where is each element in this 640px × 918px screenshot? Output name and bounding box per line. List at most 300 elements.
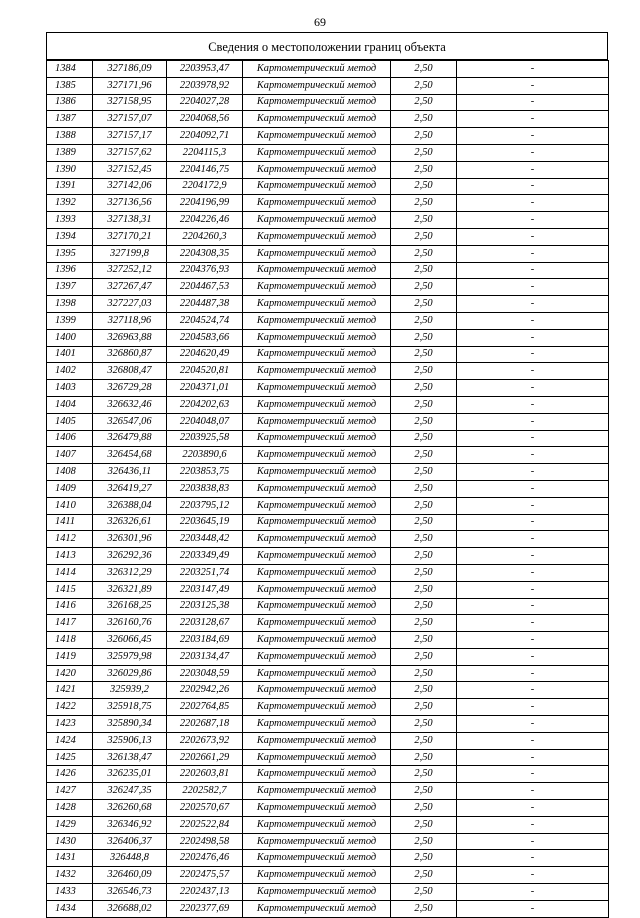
method-cell: Картометрический метод bbox=[243, 111, 391, 128]
x-coordinate-cell: 326138,47 bbox=[93, 749, 167, 766]
table-row bbox=[47, 867, 609, 884]
description-cell: - bbox=[457, 632, 609, 649]
table-row bbox=[47, 615, 609, 632]
x-coordinate-cell: 326260,68 bbox=[93, 800, 167, 817]
y-coordinate-cell: 2204308,35 bbox=[167, 245, 243, 262]
table-row bbox=[47, 245, 609, 262]
description-cell: - bbox=[457, 77, 609, 94]
table-row bbox=[47, 749, 609, 766]
method-cell: Картометрический метод bbox=[243, 262, 391, 279]
accuracy-cell: 2,50 bbox=[391, 329, 457, 346]
method-cell: Картометрический метод bbox=[243, 144, 391, 161]
accuracy-cell: 2,50 bbox=[391, 900, 457, 917]
y-coordinate-cell: 2203953,47 bbox=[167, 61, 243, 78]
y-coordinate-cell: 2202475,57 bbox=[167, 867, 243, 884]
method-cell: Картометрический метод bbox=[243, 867, 391, 884]
y-coordinate-cell: 2203838,83 bbox=[167, 480, 243, 497]
point-number-cell: 1427 bbox=[47, 783, 93, 800]
point-number-cell: 1400 bbox=[47, 329, 93, 346]
description-cell: - bbox=[457, 94, 609, 111]
description-cell: - bbox=[457, 396, 609, 413]
y-coordinate-cell: 2202522,84 bbox=[167, 816, 243, 833]
method-cell: Картометрический метод bbox=[243, 380, 391, 397]
description-cell: - bbox=[457, 615, 609, 632]
x-coordinate-cell: 326808,47 bbox=[93, 363, 167, 380]
point-number-cell: 1387 bbox=[47, 111, 93, 128]
y-coordinate-cell: 2203251,74 bbox=[167, 564, 243, 581]
method-cell: Картометрический метод bbox=[243, 632, 391, 649]
y-coordinate-cell: 2204467,53 bbox=[167, 279, 243, 296]
accuracy-cell: 2,50 bbox=[391, 598, 457, 615]
accuracy-cell: 2,50 bbox=[391, 632, 457, 649]
table-row bbox=[47, 380, 609, 397]
table-row bbox=[47, 296, 609, 313]
method-cell: Картометрический метод bbox=[243, 615, 391, 632]
method-cell: Картометрический метод bbox=[243, 598, 391, 615]
x-coordinate-cell: 326860,87 bbox=[93, 346, 167, 363]
method-cell: Картометрический метод bbox=[243, 77, 391, 94]
accuracy-cell: 2,50 bbox=[391, 61, 457, 78]
accuracy-cell: 2,50 bbox=[391, 732, 457, 749]
accuracy-cell: 2,50 bbox=[391, 699, 457, 716]
table-row bbox=[47, 363, 609, 380]
y-coordinate-cell: 2203048,59 bbox=[167, 665, 243, 682]
x-coordinate-cell: 327142,06 bbox=[93, 178, 167, 195]
point-number-cell: 1432 bbox=[47, 867, 93, 884]
point-number-cell: 1426 bbox=[47, 766, 93, 783]
y-coordinate-cell: 2202476,46 bbox=[167, 850, 243, 867]
y-coordinate-cell: 2202377,69 bbox=[167, 900, 243, 917]
x-coordinate-cell: 326419,27 bbox=[93, 480, 167, 497]
description-cell: - bbox=[457, 564, 609, 581]
point-number-cell: 1397 bbox=[47, 279, 93, 296]
point-number-cell: 1392 bbox=[47, 195, 93, 212]
point-number-cell: 1395 bbox=[47, 245, 93, 262]
table-row bbox=[47, 464, 609, 481]
y-coordinate-cell: 2202603,81 bbox=[167, 766, 243, 783]
method-cell: Картометрический метод bbox=[243, 245, 391, 262]
x-coordinate-cell: 326454,68 bbox=[93, 447, 167, 464]
accuracy-cell: 2,50 bbox=[391, 363, 457, 380]
table-row bbox=[47, 716, 609, 733]
table-row bbox=[47, 77, 609, 94]
x-coordinate-cell: 326321,89 bbox=[93, 581, 167, 598]
point-number-cell: 1430 bbox=[47, 833, 93, 850]
point-number-cell: 1411 bbox=[47, 514, 93, 531]
method-cell: Картометрический метод bbox=[243, 61, 391, 78]
table-row bbox=[47, 346, 609, 363]
y-coordinate-cell: 2202570,67 bbox=[167, 800, 243, 817]
description-cell: - bbox=[457, 648, 609, 665]
description-cell: - bbox=[457, 262, 609, 279]
point-number-cell: 1416 bbox=[47, 598, 93, 615]
description-cell: - bbox=[457, 161, 609, 178]
y-coordinate-cell: 2203134,47 bbox=[167, 648, 243, 665]
x-coordinate-cell: 327267,47 bbox=[93, 279, 167, 296]
table-row bbox=[47, 766, 609, 783]
point-number-cell: 1423 bbox=[47, 716, 93, 733]
table-row bbox=[47, 884, 609, 901]
x-coordinate-cell: 325979,98 bbox=[93, 648, 167, 665]
accuracy-cell: 2,50 bbox=[391, 850, 457, 867]
y-coordinate-cell: 2204376,93 bbox=[167, 262, 243, 279]
point-number-cell: 1415 bbox=[47, 581, 93, 598]
description-cell: - bbox=[457, 430, 609, 447]
description-cell: - bbox=[457, 833, 609, 850]
table-row bbox=[47, 598, 609, 615]
x-coordinate-cell: 325890,34 bbox=[93, 716, 167, 733]
table-row bbox=[47, 212, 609, 229]
x-coordinate-cell: 326460,09 bbox=[93, 867, 167, 884]
method-cell: Картометрический метод bbox=[243, 228, 391, 245]
point-number-cell: 1429 bbox=[47, 816, 93, 833]
y-coordinate-cell: 2203890,6 bbox=[167, 447, 243, 464]
y-coordinate-cell: 2204487,38 bbox=[167, 296, 243, 313]
accuracy-cell: 2,50 bbox=[391, 77, 457, 94]
table-row bbox=[47, 144, 609, 161]
x-coordinate-cell: 326436,11 bbox=[93, 464, 167, 481]
description-cell: - bbox=[457, 514, 609, 531]
point-number-cell: 1384 bbox=[47, 61, 93, 78]
accuracy-cell: 2,50 bbox=[391, 245, 457, 262]
description-cell: - bbox=[457, 548, 609, 565]
method-cell: Картометрический метод bbox=[243, 480, 391, 497]
x-coordinate-cell: 325918,75 bbox=[93, 699, 167, 716]
x-coordinate-cell: 326168,25 bbox=[93, 598, 167, 615]
description-cell: - bbox=[457, 581, 609, 598]
method-cell: Картометрический метод bbox=[243, 783, 391, 800]
accuracy-cell: 2,50 bbox=[391, 262, 457, 279]
description-cell: - bbox=[457, 447, 609, 464]
method-cell: Картометрический метод bbox=[243, 850, 391, 867]
method-cell: Картометрический метод bbox=[243, 531, 391, 548]
method-cell: Картометрический метод bbox=[243, 699, 391, 716]
y-coordinate-cell: 2202942,26 bbox=[167, 682, 243, 699]
point-number-cell: 1420 bbox=[47, 665, 93, 682]
point-number-cell: 1433 bbox=[47, 884, 93, 901]
point-number-cell: 1431 bbox=[47, 850, 93, 867]
accuracy-cell: 2,50 bbox=[391, 548, 457, 565]
description-cell: - bbox=[457, 296, 609, 313]
method-cell: Картометрический метод bbox=[243, 94, 391, 111]
y-coordinate-cell: 2203125,38 bbox=[167, 598, 243, 615]
method-cell: Картометрический метод bbox=[243, 212, 391, 229]
table-row bbox=[47, 833, 609, 850]
x-coordinate-cell: 327157,07 bbox=[93, 111, 167, 128]
accuracy-cell: 2,50 bbox=[391, 766, 457, 783]
x-coordinate-cell: 326326,61 bbox=[93, 514, 167, 531]
description-cell: - bbox=[457, 766, 609, 783]
y-coordinate-cell: 2202661,29 bbox=[167, 749, 243, 766]
description-cell: - bbox=[457, 850, 609, 867]
y-coordinate-cell: 2204068,56 bbox=[167, 111, 243, 128]
description-cell: - bbox=[457, 682, 609, 699]
method-cell: Картометрический метод bbox=[243, 816, 391, 833]
x-coordinate-cell: 326029,86 bbox=[93, 665, 167, 682]
description-cell: - bbox=[457, 312, 609, 329]
accuracy-cell: 2,50 bbox=[391, 564, 457, 581]
description-cell: - bbox=[457, 329, 609, 346]
x-coordinate-cell: 327157,17 bbox=[93, 128, 167, 145]
x-coordinate-cell: 326247,35 bbox=[93, 783, 167, 800]
accuracy-cell: 2,50 bbox=[391, 161, 457, 178]
accuracy-cell: 2,50 bbox=[391, 581, 457, 598]
table-row bbox=[47, 548, 609, 565]
method-cell: Картометрический метод bbox=[243, 346, 391, 363]
description-cell: - bbox=[457, 363, 609, 380]
y-coordinate-cell: 2204583,66 bbox=[167, 329, 243, 346]
point-number-cell: 1404 bbox=[47, 396, 93, 413]
x-coordinate-cell: 326963,88 bbox=[93, 329, 167, 346]
point-number-cell: 1407 bbox=[47, 447, 93, 464]
method-cell: Картометрический метод bbox=[243, 766, 391, 783]
x-coordinate-cell: 327227,03 bbox=[93, 296, 167, 313]
x-coordinate-cell: 325906,13 bbox=[93, 732, 167, 749]
accuracy-cell: 2,50 bbox=[391, 346, 457, 363]
y-coordinate-cell: 2204115,3 bbox=[167, 144, 243, 161]
method-cell: Картометрический метод bbox=[243, 413, 391, 430]
x-coordinate-cell: 327171,96 bbox=[93, 77, 167, 94]
table-row bbox=[47, 850, 609, 867]
table-row bbox=[47, 480, 609, 497]
accuracy-cell: 2,50 bbox=[391, 312, 457, 329]
accuracy-cell: 2,50 bbox=[391, 783, 457, 800]
method-cell: Картометрический метод bbox=[243, 800, 391, 817]
description-cell: - bbox=[457, 245, 609, 262]
method-cell: Картометрический метод bbox=[243, 312, 391, 329]
y-coordinate-cell: 2203128,67 bbox=[167, 615, 243, 632]
y-coordinate-cell: 2204202,63 bbox=[167, 396, 243, 413]
table-row bbox=[47, 195, 609, 212]
description-cell: - bbox=[457, 144, 609, 161]
accuracy-cell: 2,50 bbox=[391, 178, 457, 195]
accuracy-cell: 2,50 bbox=[391, 648, 457, 665]
x-coordinate-cell: 327186,09 bbox=[93, 61, 167, 78]
table-row bbox=[47, 816, 609, 833]
point-number-cell: 1394 bbox=[47, 228, 93, 245]
method-cell: Картометрический метод bbox=[243, 900, 391, 917]
x-coordinate-cell: 327152,45 bbox=[93, 161, 167, 178]
method-cell: Картометрический метод bbox=[243, 128, 391, 145]
y-coordinate-cell: 2203645,19 bbox=[167, 514, 243, 531]
method-cell: Картометрический метод bbox=[243, 581, 391, 598]
accuracy-cell: 2,50 bbox=[391, 296, 457, 313]
boundary-sheet bbox=[46, 32, 608, 918]
table-row bbox=[47, 732, 609, 749]
point-number-cell: 1414 bbox=[47, 564, 93, 581]
table-row bbox=[47, 312, 609, 329]
accuracy-cell: 2,50 bbox=[391, 884, 457, 901]
y-coordinate-cell: 2203925,58 bbox=[167, 430, 243, 447]
description-cell: - bbox=[457, 195, 609, 212]
point-number-cell: 1389 bbox=[47, 144, 93, 161]
point-number-cell: 1421 bbox=[47, 682, 93, 699]
y-coordinate-cell: 2204260,3 bbox=[167, 228, 243, 245]
table-row bbox=[47, 262, 609, 279]
y-coordinate-cell: 2204524,74 bbox=[167, 312, 243, 329]
accuracy-cell: 2,50 bbox=[391, 682, 457, 699]
accuracy-cell: 2,50 bbox=[391, 615, 457, 632]
point-number-cell: 1412 bbox=[47, 531, 93, 548]
point-number-cell: 1391 bbox=[47, 178, 93, 195]
y-coordinate-cell: 2202437,13 bbox=[167, 884, 243, 901]
y-coordinate-cell: 2203349,49 bbox=[167, 548, 243, 565]
table-title: Сведения о местоположении границ объекта bbox=[46, 32, 608, 60]
method-cell: Картометрический метод bbox=[243, 682, 391, 699]
table-body bbox=[47, 61, 609, 918]
description-cell: - bbox=[457, 783, 609, 800]
page-number: 69 bbox=[314, 15, 326, 29]
method-cell: Картометрический метод bbox=[243, 564, 391, 581]
x-coordinate-cell: 326406,37 bbox=[93, 833, 167, 850]
coordinates-table bbox=[46, 60, 609, 918]
table-row bbox=[47, 581, 609, 598]
description-cell: - bbox=[457, 279, 609, 296]
table-row bbox=[47, 94, 609, 111]
description-cell: - bbox=[457, 497, 609, 514]
point-number-cell: 1403 bbox=[47, 380, 93, 397]
point-number-cell: 1428 bbox=[47, 800, 93, 817]
x-coordinate-cell: 327136,56 bbox=[93, 195, 167, 212]
method-cell: Картометрический метод bbox=[243, 648, 391, 665]
method-cell: Картометрический метод bbox=[243, 329, 391, 346]
x-coordinate-cell: 327138,31 bbox=[93, 212, 167, 229]
point-number-cell: 1385 bbox=[47, 77, 93, 94]
method-cell: Картометрический метод bbox=[243, 363, 391, 380]
point-number-cell: 1393 bbox=[47, 212, 93, 229]
table-row bbox=[47, 279, 609, 296]
point-number-cell: 1418 bbox=[47, 632, 93, 649]
table-row bbox=[47, 430, 609, 447]
accuracy-cell: 2,50 bbox=[391, 430, 457, 447]
table-row bbox=[47, 514, 609, 531]
point-number-cell: 1422 bbox=[47, 699, 93, 716]
method-cell: Картометрический метод bbox=[243, 161, 391, 178]
x-coordinate-cell: 327252,12 bbox=[93, 262, 167, 279]
accuracy-cell: 2,50 bbox=[391, 111, 457, 128]
method-cell: Картометрический метод bbox=[243, 884, 391, 901]
accuracy-cell: 2,50 bbox=[391, 867, 457, 884]
point-number-cell: 1405 bbox=[47, 413, 93, 430]
description-cell: - bbox=[457, 749, 609, 766]
description-cell: - bbox=[457, 413, 609, 430]
method-cell: Картометрический метод bbox=[243, 665, 391, 682]
point-number-cell: 1424 bbox=[47, 732, 93, 749]
accuracy-cell: 2,50 bbox=[391, 128, 457, 145]
table-row bbox=[47, 161, 609, 178]
point-number-cell: 1399 bbox=[47, 312, 93, 329]
accuracy-cell: 2,50 bbox=[391, 497, 457, 514]
point-number-cell: 1409 bbox=[47, 480, 93, 497]
table-row bbox=[47, 413, 609, 430]
method-cell: Картометрический метод bbox=[243, 749, 391, 766]
description-cell: - bbox=[457, 884, 609, 901]
description-cell: - bbox=[457, 800, 609, 817]
table-row bbox=[47, 228, 609, 245]
method-cell: Картометрический метод bbox=[243, 716, 391, 733]
point-number-cell: 1417 bbox=[47, 615, 93, 632]
x-coordinate-cell: 326547,06 bbox=[93, 413, 167, 430]
accuracy-cell: 2,50 bbox=[391, 665, 457, 682]
accuracy-cell: 2,50 bbox=[391, 531, 457, 548]
point-number-cell: 1386 bbox=[47, 94, 93, 111]
accuracy-cell: 2,50 bbox=[391, 380, 457, 397]
table-row bbox=[47, 329, 609, 346]
x-coordinate-cell: 326160,76 bbox=[93, 615, 167, 632]
description-cell: - bbox=[457, 212, 609, 229]
table-row bbox=[47, 396, 609, 413]
accuracy-cell: 2,50 bbox=[391, 480, 457, 497]
x-coordinate-cell: 326312,29 bbox=[93, 564, 167, 581]
table-row bbox=[47, 447, 609, 464]
accuracy-cell: 2,50 bbox=[391, 464, 457, 481]
accuracy-cell: 2,50 bbox=[391, 228, 457, 245]
method-cell: Картометрический метод bbox=[243, 178, 391, 195]
description-cell: - bbox=[457, 480, 609, 497]
x-coordinate-cell: 326292,36 bbox=[93, 548, 167, 565]
accuracy-cell: 2,50 bbox=[391, 716, 457, 733]
table-row bbox=[47, 564, 609, 581]
y-coordinate-cell: 2204048,07 bbox=[167, 413, 243, 430]
point-number-cell: 1401 bbox=[47, 346, 93, 363]
table-row bbox=[47, 783, 609, 800]
table-row bbox=[47, 128, 609, 145]
description-cell: - bbox=[457, 716, 609, 733]
table-row bbox=[47, 111, 609, 128]
point-number-cell: 1402 bbox=[47, 363, 93, 380]
x-coordinate-cell: 326479,88 bbox=[93, 430, 167, 447]
y-coordinate-cell: 2204172,9 bbox=[167, 178, 243, 195]
accuracy-cell: 2,50 bbox=[391, 447, 457, 464]
accuracy-cell: 2,50 bbox=[391, 816, 457, 833]
point-number-cell: 1419 bbox=[47, 648, 93, 665]
point-number-cell: 1434 bbox=[47, 900, 93, 917]
description-cell: - bbox=[457, 665, 609, 682]
description-cell: - bbox=[457, 732, 609, 749]
x-coordinate-cell: 326235,01 bbox=[93, 766, 167, 783]
method-cell: Картометрический метод bbox=[243, 464, 391, 481]
method-cell: Картометрический метод bbox=[243, 195, 391, 212]
y-coordinate-cell: 2204196,99 bbox=[167, 195, 243, 212]
description-cell: - bbox=[457, 867, 609, 884]
point-number-cell: 1413 bbox=[47, 548, 93, 565]
point-number-cell: 1396 bbox=[47, 262, 93, 279]
y-coordinate-cell: 2204520,81 bbox=[167, 363, 243, 380]
accuracy-cell: 2,50 bbox=[391, 833, 457, 850]
table-row bbox=[47, 665, 609, 682]
accuracy-cell: 2,50 bbox=[391, 800, 457, 817]
y-coordinate-cell: 2204027,28 bbox=[167, 94, 243, 111]
y-coordinate-cell: 2204226,46 bbox=[167, 212, 243, 229]
point-number-cell: 1425 bbox=[47, 749, 93, 766]
accuracy-cell: 2,50 bbox=[391, 749, 457, 766]
y-coordinate-cell: 2203448,42 bbox=[167, 531, 243, 548]
accuracy-cell: 2,50 bbox=[391, 396, 457, 413]
y-coordinate-cell: 2203978,92 bbox=[167, 77, 243, 94]
method-cell: Картометрический метод bbox=[243, 833, 391, 850]
y-coordinate-cell: 2202764,85 bbox=[167, 699, 243, 716]
x-coordinate-cell: 327157,62 bbox=[93, 144, 167, 161]
y-coordinate-cell: 2202673,92 bbox=[167, 732, 243, 749]
description-cell: - bbox=[457, 178, 609, 195]
method-cell: Картометрический метод bbox=[243, 732, 391, 749]
description-cell: - bbox=[457, 816, 609, 833]
description-cell: - bbox=[457, 699, 609, 716]
x-coordinate-cell: 326688,02 bbox=[93, 900, 167, 917]
x-coordinate-cell: 325939,2 bbox=[93, 682, 167, 699]
x-coordinate-cell: 326301,96 bbox=[93, 531, 167, 548]
method-cell: Картометрический метод bbox=[243, 514, 391, 531]
